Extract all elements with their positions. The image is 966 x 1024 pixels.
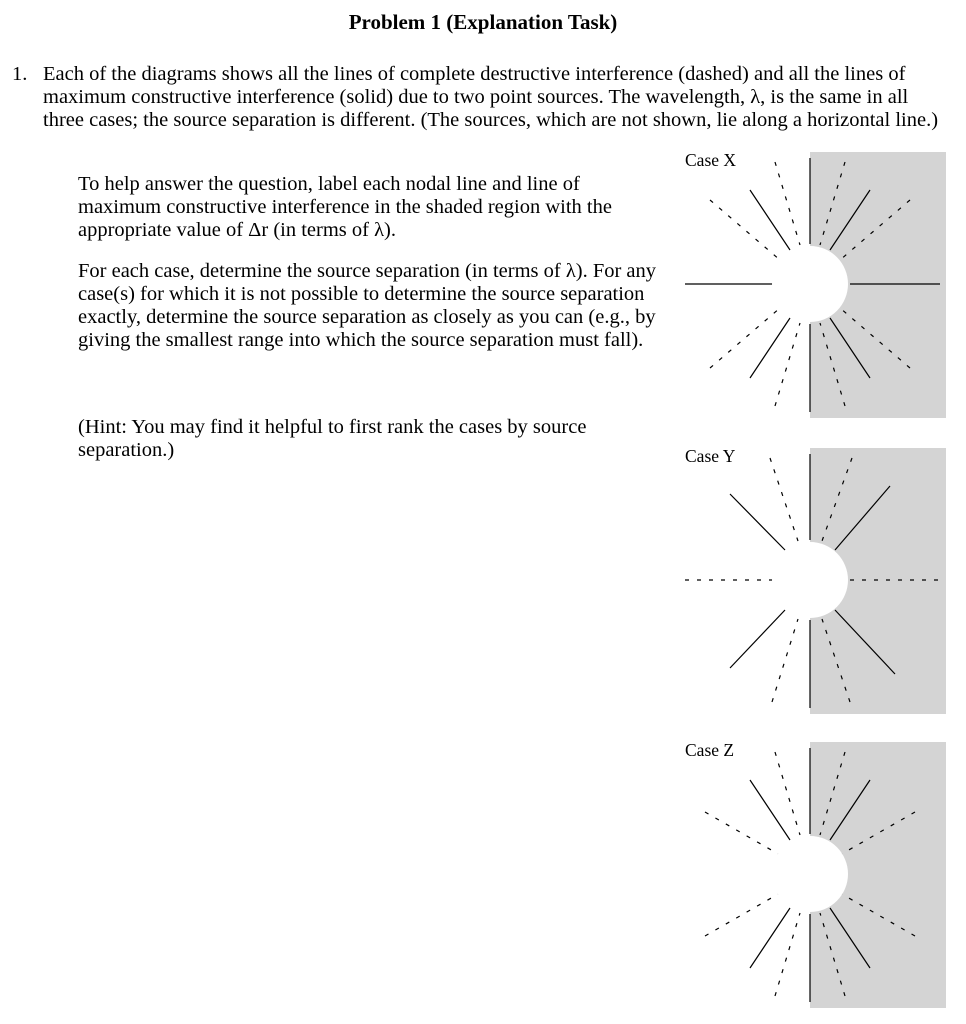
nodal-line <box>705 893 780 936</box>
case-y-label: Case Y <box>685 446 736 466</box>
case-y-diagram <box>680 446 950 716</box>
question-text: Each of the diagrams shows all the lines of complete destructive interference (dashed) and all the lines of maximum constructive interference (solid) due to two point sources. The wavelength, λ, is the same in all three cases; the source separation is different. (The sources, which are not shown, lie along a horizontal line.) <box>43 63 939 131</box>
label-instruction: To help answer the question, label each nodal line and line of maximum constructive interference in the shaded region with the appropriate value of Δr (in terms of λ). <box>78 173 612 241</box>
case-z-svg <box>680 740 950 1010</box>
case-x-label: Case X <box>685 150 737 170</box>
constructive-line <box>750 908 790 968</box>
case-z-label: Case Z <box>685 740 735 760</box>
case-x-svg <box>680 150 950 420</box>
hint-text: (Hint: You may find it helpful to first rank the cases by source separation.) <box>78 416 587 461</box>
center-circle <box>772 542 848 618</box>
constructive-line <box>750 190 790 250</box>
determine-instruction: For each case, determine the source separation (in terms of λ). For any case(s) for which it is not possible to determine the source separation exactly, determine the source separation as closely as you can (e.g., by giving the smallest range into which the source separation must fall). <box>78 260 657 351</box>
problem-title: Problem 1 (Explanation Task) <box>348 10 618 34</box>
nodal-line <box>710 200 780 260</box>
nodal-line <box>772 619 798 702</box>
nodal-line <box>705 812 780 855</box>
center-circle <box>772 836 848 912</box>
constructive-line <box>750 780 790 840</box>
question-number: 1. <box>12 63 28 85</box>
case-x-diagram <box>680 150 950 420</box>
case-z-diagram <box>680 740 950 1010</box>
nodal-line <box>710 308 780 368</box>
constructive-line <box>730 610 785 668</box>
center-circle <box>772 246 848 322</box>
nodal-line <box>770 458 798 541</box>
case-y-svg <box>680 446 950 716</box>
constructive-line <box>730 494 785 550</box>
constructive-line <box>750 318 790 378</box>
